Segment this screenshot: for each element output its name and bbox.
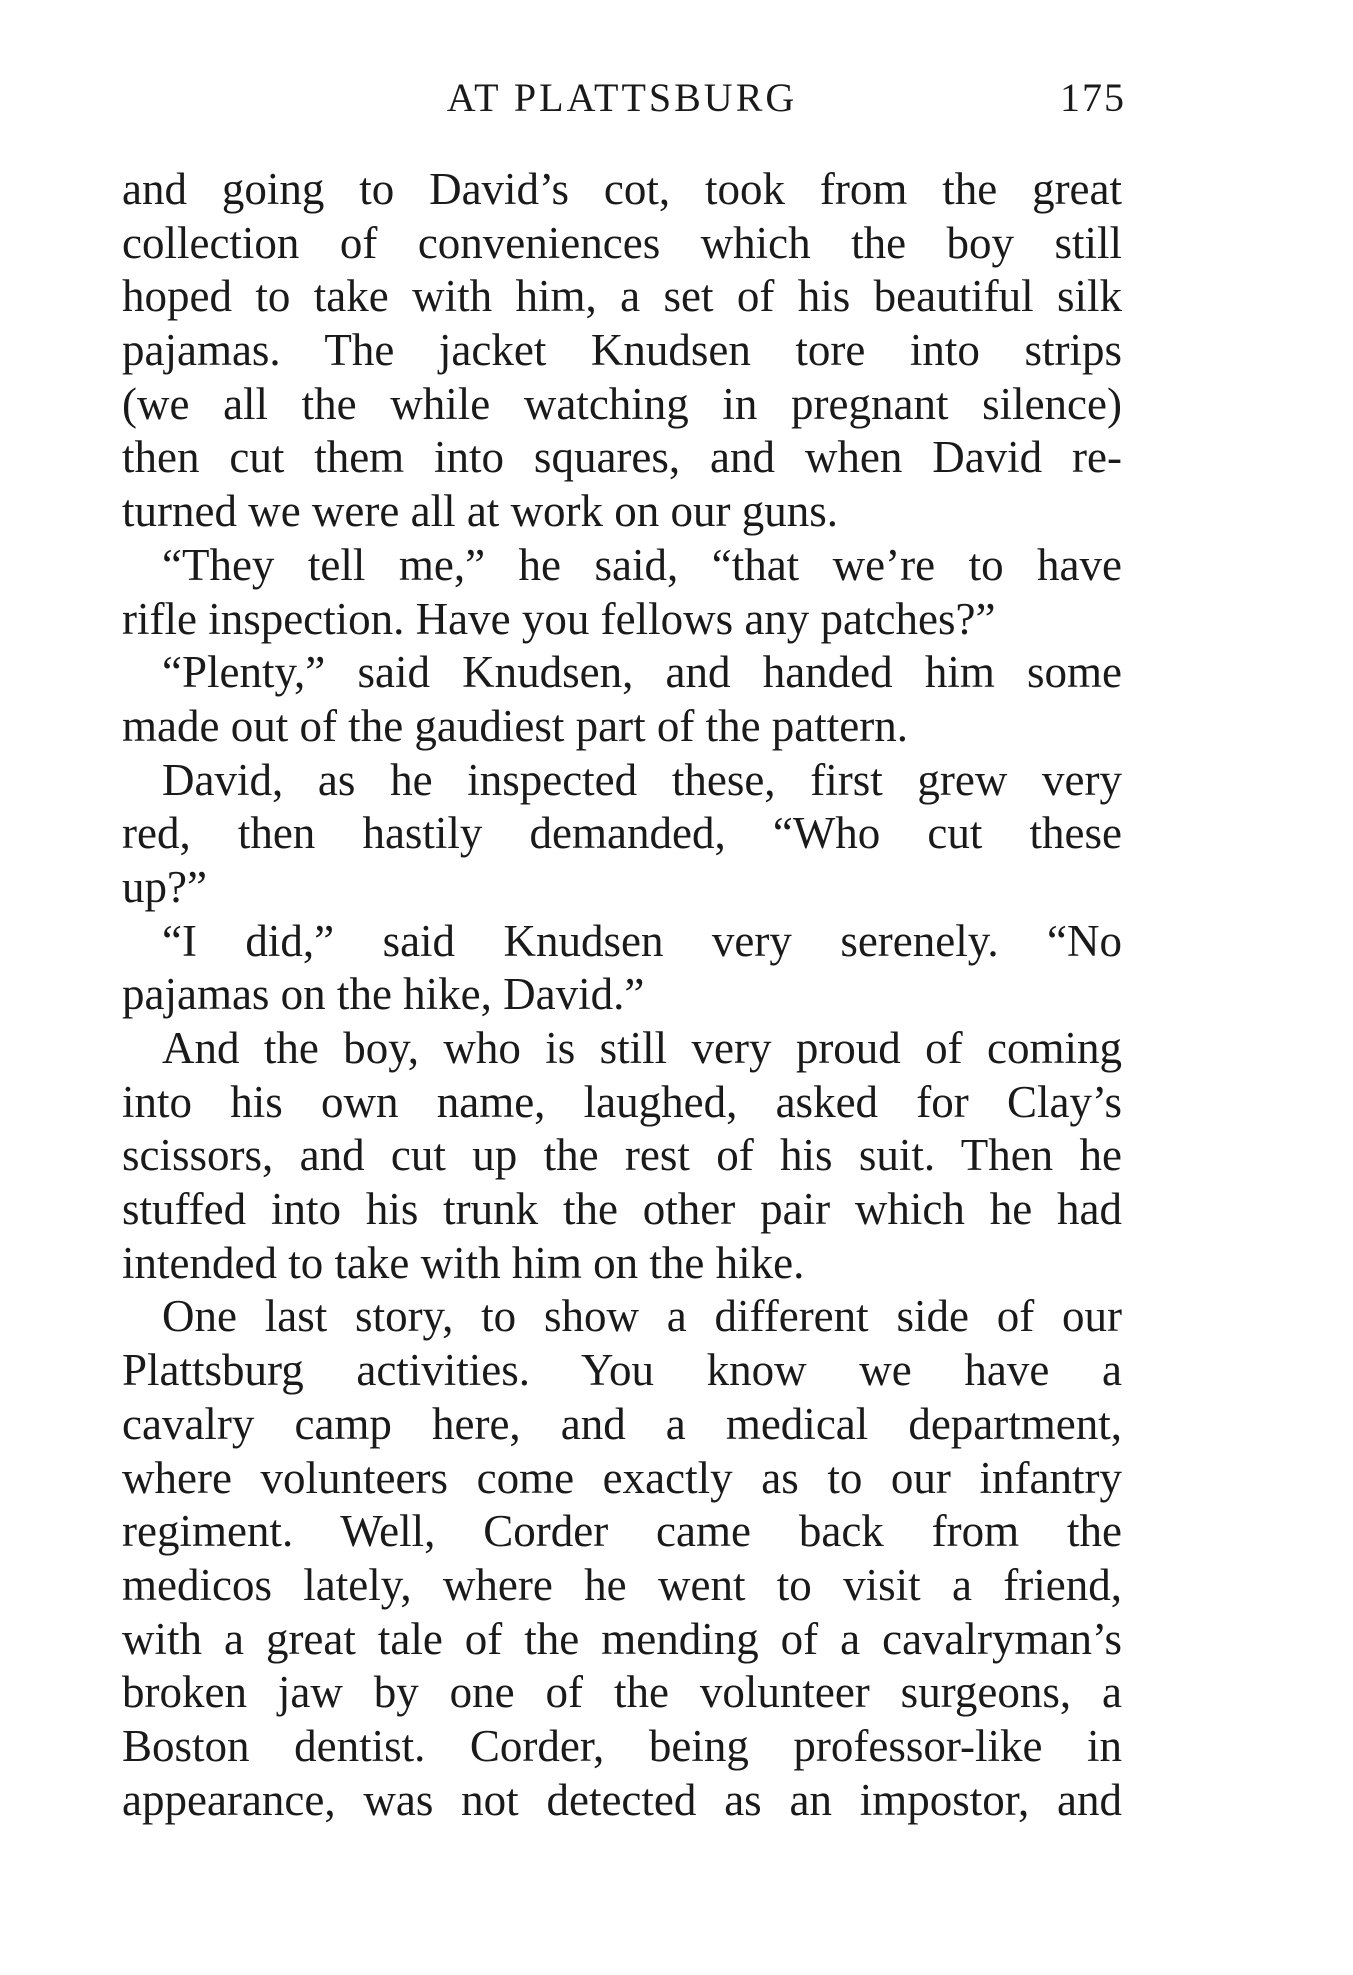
text-line: Boston dentist. Corder, being professor-like in: [122, 1720, 1122, 1771]
text-line: pajamas on the hike, David.”: [122, 969, 645, 1020]
text-line: “They tell me,” he said, “that we’re to have: [162, 539, 1122, 590]
text-line: into his own name, laughed, asked for Clay’s: [122, 1076, 1122, 1127]
text-line: pajamas. The jacket Knudsen tore into strips: [122, 325, 1122, 376]
text-line: regiment. Well, Corder came back from the: [122, 1506, 1122, 1557]
text-line: broken jaw by one of the volunteer surgeons, a: [122, 1667, 1122, 1718]
text-line: And the boy, who is still very proud of coming: [162, 1023, 1122, 1073]
text-line: “I did,” said Knudsen very serenely. “No: [162, 915, 1122, 966]
text-line: stuffed into his trunk the other pair which he had: [122, 1184, 1122, 1235]
text-line: with a great tale of the mending of a cavalryman’s: [122, 1613, 1122, 1664]
text-line: then cut them into squares, and when David re-: [122, 432, 1122, 483]
running-head: [122, 66, 1126, 126]
body-text: [122, 163, 1122, 1827]
text-line: Plattsburg activities. You know we have a: [122, 1345, 1122, 1396]
text-line: turned we were all at work on our guns.: [122, 486, 839, 537]
text-line: where volunteers come exactly as to our infantry: [122, 1452, 1122, 1503]
text-line: appearance, was not detected as an impostor, and: [122, 1774, 1122, 1825]
page-number: 175: [1060, 75, 1126, 120]
text-line: David, as he inspected these, first grew very: [162, 754, 1122, 805]
text-line: collection of conveniences which the boy still: [122, 217, 1122, 268]
text-line: made out of the gaudiest part of the pattern.: [122, 700, 908, 751]
text-line: (we all the while watching in pregnant silence): [122, 378, 1122, 429]
text-line: One last story, to show a different side of our: [162, 1291, 1122, 1342]
text-line: “Plenty,” said Knudsen, and handed him some: [162, 647, 1122, 698]
text-line: medicos lately, where he went to visit a friend,: [122, 1559, 1122, 1610]
text-line: scissors, and cut up the rest of his suit. Then he: [122, 1130, 1122, 1181]
text-line: cavalry camp here, and a medical department,: [122, 1398, 1122, 1449]
text-line: intended to take with him on the hike.: [122, 1237, 805, 1288]
text-line: red, then hastily demanded, “Who cut these: [122, 808, 1122, 859]
text-line: up?”: [122, 861, 207, 912]
text-line: rifle inspection. Have you fellows any patches?”: [122, 593, 996, 644]
text-line: hoped to take with him, a set of his beautiful silk: [122, 271, 1122, 322]
text-line: and going to David’s cot, took from the great: [122, 164, 1122, 214]
running-title: AT PLATTSBURG: [446, 75, 798, 120]
